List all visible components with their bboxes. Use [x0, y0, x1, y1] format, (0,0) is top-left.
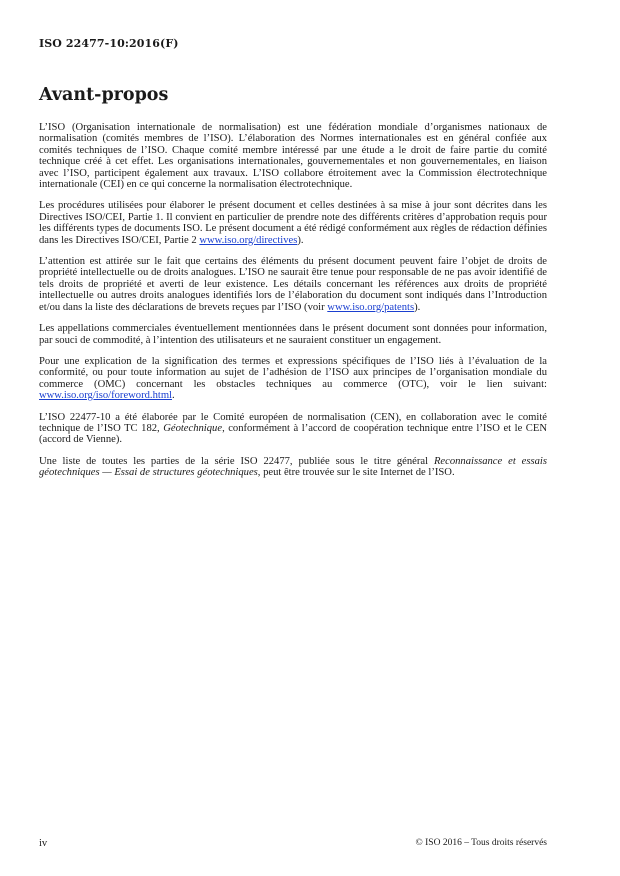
document-id-header: ISO 22477-10:2016(F)	[39, 37, 179, 50]
paragraph-series-list	[39, 456, 547, 479]
foreword-link[interactable]: www.iso.org/iso/foreword.html	[39, 390, 173, 402]
paragraph-conformity	[39, 356, 547, 402]
foreword-body	[39, 122, 547, 489]
page-number: iv	[39, 838, 48, 849]
directives-link[interactable]: www.iso.org/directives	[199, 234, 298, 246]
paragraph-text: Une liste de toutes les parties de la série ISO 22477, publiée sous le titre général	[39, 455, 434, 467]
paragraph-cen-elaboration	[39, 412, 547, 446]
paragraph-trade-names: Les appellations commerciales éventuellement mentionnées dans le présent document sont données pour information, par souci de commodité, à l’intention des utilisateurs et ne sauraient constituer un engagement.	[39, 323, 547, 346]
paragraph-text: L’ISO 22477-10 a été élaborée par le Comité européen de normalisation (CEN), en collaboration avec le comité technique de l’ISO TC 182,	[39, 411, 547, 434]
patents-link[interactable]: www.iso.org/patents	[327, 301, 415, 313]
paragraph-text: Pour une explication de la signification des termes et expressions spécifiques de l’ISO liés à l’évaluation de la conformité, ou pour toute information au sujet de l’adhésion de l’ISO aux principes de l’organisation mondiale du commerce (OMC) concernant les obstacles techniques au commerce (OTC), voir le lien suivant:	[39, 355, 547, 390]
paragraph-text: .	[172, 390, 175, 402]
paragraph-text: , peut être trouvée sur le site Internet de l’ISO.	[257, 467, 455, 479]
paragraph-text: , conformément à l’accord de coopération technique entre l’ISO et le CEN (accord de Vienne).	[39, 422, 547, 446]
paragraph-text: ).	[297, 234, 304, 246]
paragraph-iso-organisation: L’ISO (Organisation internationale de normalisation) est une fédération mondiale d’organismes nationaux de normalisation (comités membres de l’ISO). L’élaboration des Normes internationales est en général confiée aux comités techniques de l’ISO. Chaque comité membre intéressé par une étude a le droit de faire partie du comité technique créé à cet effet. Les organisations internationales, gouvernementales et non gouvernementales, en liaison avec l’ISO, participent également aux travaux. L’ISO collabore étroitement avec la Commission électrotechnique internationale (CEI) en ce qui concerne la normalisation électrotechnique.	[39, 122, 547, 191]
paragraph-patents	[39, 256, 547, 313]
paragraph-italic: Géotechnique	[163, 422, 223, 434]
paragraph-procedures	[39, 200, 547, 246]
paragraph-text: ).	[414, 301, 421, 313]
paragraph-text: L’attention est attirée sur le fait que certains des éléments du présent document peuvent faire l’objet de droits de propriété intellectuelle ou de droits analogues. L’ISO ne saurait être tenue pour responsable de ne pas avoir identifié de tels droits de propriété et averti de leur existence. Les détails concernant les références aux droits de propriété intellectuelle ou autres droits analogues identifiés lors de l’élaboration du document sont indiqués dans l’Introduction et/ou dans la liste des déclarations de brevets reçues par l’ISO (voir	[39, 256, 547, 313]
page-title: Avant-propos	[39, 85, 169, 105]
paragraph-text: Les procédures utilisées pour élaborer le présent document et celles destinées à sa mise à jour sont décrites dans les Directives ISO/CEI, Partie 1. Il convient en particulier de prendre note des différents critères d’approbation requis pour les différents types de documents ISO. Le présent document a été rédigé conformément aux règles de rédaction définies dans les Directives ISO/CEI, Partie 2	[39, 200, 547, 246]
paragraph-italic: Reconnaissance et essais géotechniques — Essai de structures géotechniques	[39, 455, 547, 479]
copyright-notice: © ISO 2016 – Tous droits réservés	[415, 838, 547, 848]
